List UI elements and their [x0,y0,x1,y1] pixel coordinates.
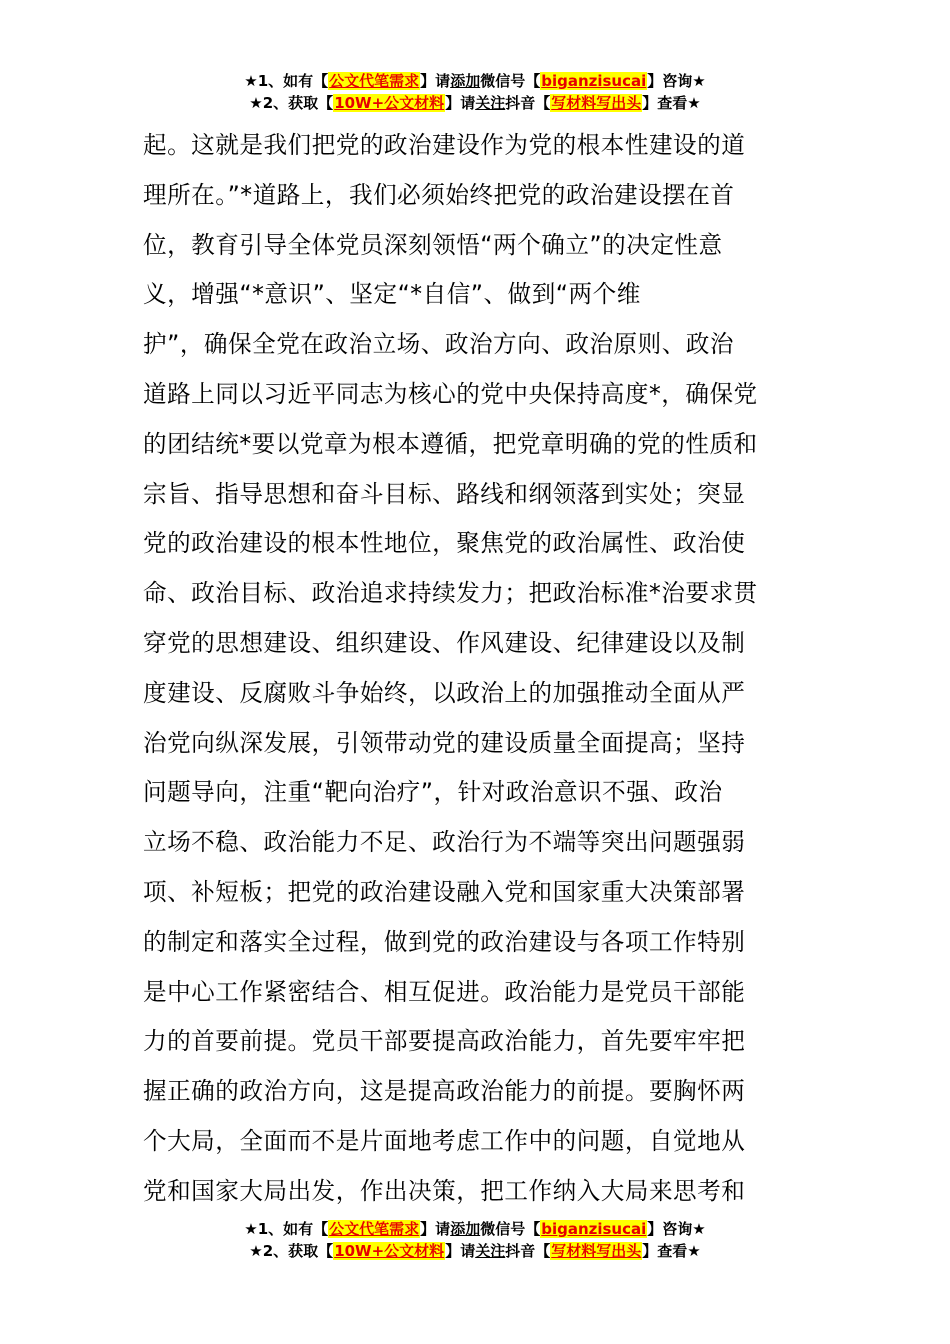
body-line: 起。这就是我们把党的政治建设作为党的根本性建设的道 [143,131,746,159]
body-line: 党和国家大局出发，作出决策，把工作纳入大局来思考和 [143,1176,746,1205]
body-line: 宗旨、指导思想和奋斗目标、路线和纲领落到实处；突显 [143,479,746,508]
body-line: 的制定和落实全过程，做到党的政治建设与各项工作特别 [143,927,746,956]
body-line: 治党向纵深发展，引领带动党的建设质量全面提高；坚持 [143,728,746,757]
body-line: 力的首要前提。党员干部要提高政治能力，首先要牢牢把 [143,1027,746,1056]
banner-line-2: ★2、获取【10W+公文材料】请关注抖音【写材料写出头】查看★ [249,94,701,112]
body-line: 护”，确保全党在政治立场、政治方向、政治原则、政治 [143,330,734,359]
body-line: 的团结统*要以党章为根本遵循，把党章明确的党的性质和 [143,429,758,458]
body-line: 党的政治建设的根本性地位，聚焦党的政治属性、政治使 [143,529,746,558]
body-line: 度建设、反腐败斗争始终，以政治上的加强推动全面从严 [143,678,746,707]
body-line: 位，教育引导全体党员深刻领悟“两个确立”的决定性意 [143,230,723,259]
banner-line-1: ★1、如有【公文代笔需求】请添加微信号【biganzisucai】咨询★ [244,72,706,90]
body-line: 理所在。”*道路上，我们必须始终把党的政治建设摆在首 [143,180,735,209]
banner-line-2: ★2、获取【10W+公文材料】请关注抖音【写材料写出头】查看★ [249,1242,701,1260]
body-line: 义，增强“*意识”、坚定“*自信”、做到“两个维 [143,280,641,309]
highlight-douyin: 写材料写出头 [551,1242,642,1260]
body-line: 命、政治目标、政治追求持续发力；把政治标准*治要求贯 [143,579,758,608]
highlight-materials: 10W+公文材料 [334,1242,445,1260]
banner-line-1: ★1、如有【公文代笔需求】请添加微信号【biganzisucai】咨询★ [244,1220,706,1238]
body-line: 项、补短板；把党的政治建设融入党和国家重大决策部署 [143,877,746,906]
highlight-wechat-id: biganzisucai [541,72,647,90]
body-line: 立场不稳、政治能力不足、政治行为不端等突出问题强弱 [143,828,746,857]
body-line: 握正确的政治方向，这是提高政治能力的前提。要胸怀两 [143,1077,746,1106]
body-line: 问题导向，注重“靶向治疗”，针对政治意识不强、政治 [143,778,723,807]
document-body [143,121,807,1217]
body-line: 个大局，全面而不是片面地考虑工作中的问题，自觉地从 [143,1126,746,1155]
body-line: 是中心工作紧密结合、相互促进。政治能力是党员干部能 [143,977,746,1006]
highlight-service: 公文代笔需求 [329,72,420,90]
body-line: 穿党的思想建设、组织建设、作风建设、纪律建设以及制 [143,628,746,657]
header-banner [0,70,950,114]
highlight-materials: 10W+公文材料 [334,94,445,112]
highlight-douyin: 写材料写出头 [551,94,642,112]
highlight-wechat-id: biganzisucai [541,1220,647,1238]
body-line: 道路上同以习近平同志为核心的党中央保持高度*，确保党 [143,379,758,408]
highlight-service: 公文代笔需求 [329,1220,420,1238]
footer-banner [0,1218,950,1262]
